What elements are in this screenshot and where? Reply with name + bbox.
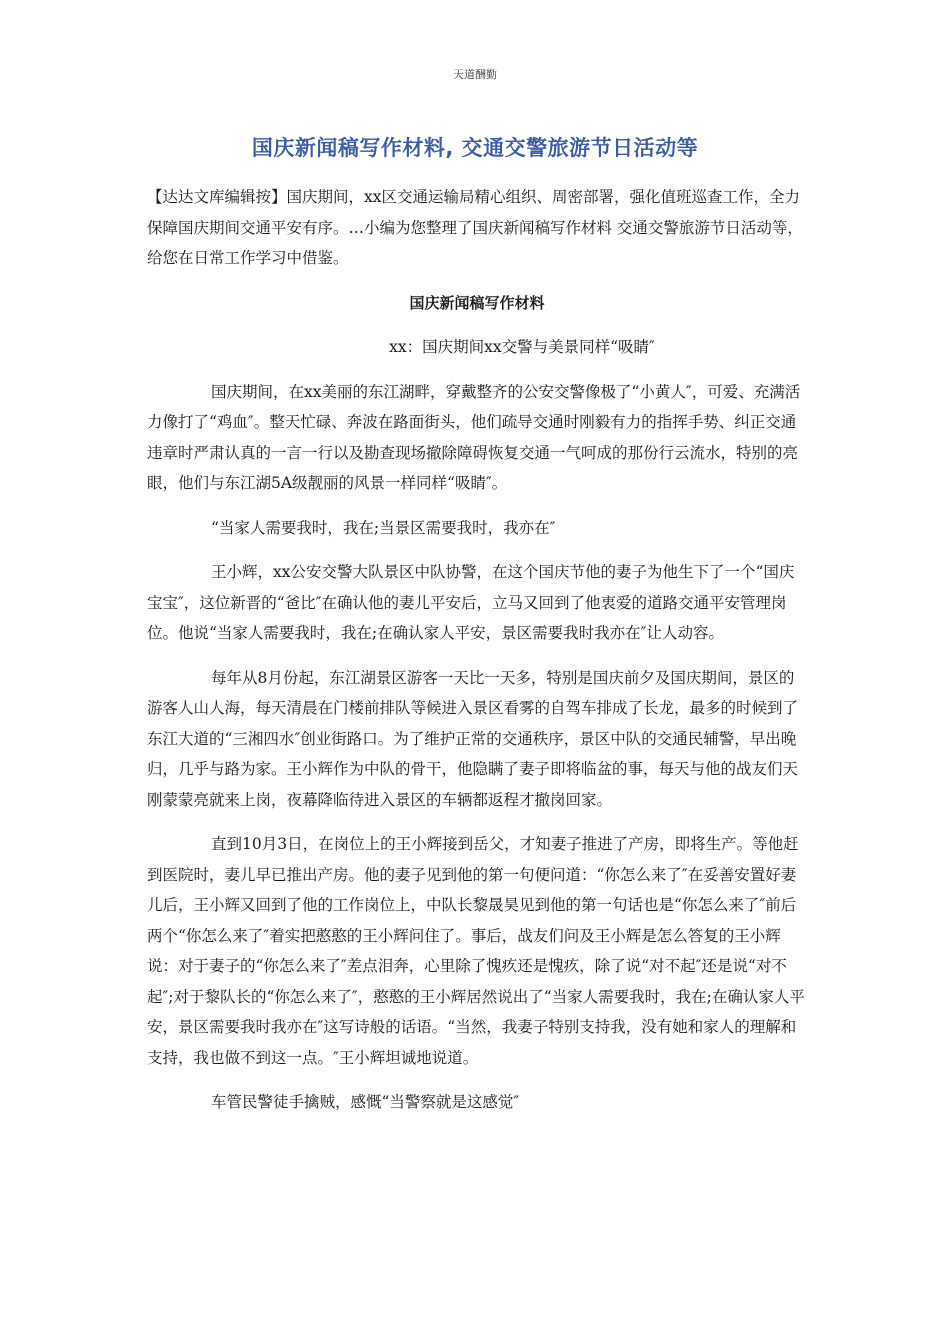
paragraph: 直到10月3日，在岗位上的王小辉接到岳父，才知妻子推进了产房，即将生产。等他赶到医院时，妻儿早已推出产房。他的妻子见到他的第一句便问道：“你怎么来了″在妥善安置好妻儿后，王小辉又回到了他的工作岗位上，中队长黎晟昊见到他的第一句话也是“你怎么来了″前后两个“你怎么来了″着实把憨憨的王小辉问住了。事后，战友们问及王小辉是怎么答复的王小辉说：对于妻子的“你怎么来了″差点泪奔，心里除了愧疚还是愧疚，除了说“对不起″还是说“对不起″;对于黎队长的“你怎么来了″，憨憨的王小辉居然说出了“当家人需要我时，我在;在确认家人平安，景区需要我时我亦在″这写诗般的话语。“当然，我妻子特别支持我，没有她和家人的理解和支持，我也做不到这一点。″王小辉坦诚地说道。	[147, 835, 805, 1067]
document-body	[147, 182, 807, 1132]
section-heading: 国庆新闻稿写作材料	[409, 293, 545, 312]
paragraph-quote-heading: “当家人需要我时，我在;当景区需要我时，我亦在″	[211, 518, 556, 537]
document-title: 国庆新闻稿写作材料, 交通交警旅游节日活动等	[251, 136, 699, 160]
editor-intro: 【达达文库编辑按】国庆期间，xx区交通运输局精心组织、周密部署，强化值班巡查工作，全力保障国庆期间交通平安有序。…小编为您整理了国庆新闻稿写作材料 交通交警旅游节日活动等，给您在日常工作学习中借鉴。	[147, 188, 803, 267]
paragraph-subheading: 车管民警徒手擒贼，感慨“当警察就是这感觉″	[211, 1093, 520, 1111]
paragraph: 国庆期间，在xx美丽的东江湖畔，穿戴整齐的公安交警像极了“小黄人″，可爱、充满活力像打了“鸡血″。整天忙碌、奔波在路面街头，他们疏导交通时刚毅有力的指挥手势、纠正交通违章时严肃认真的一言一行以及勘查现场撤除障碍恢复交通一气呵成的那份行云流水，特别的亮眼，他们与东江湖5A级靓丽的风景一样同样“吸睛″。	[147, 382, 801, 492]
page-header: 天道酬勤	[453, 68, 497, 81]
paragraph: 每年从8月份起，东江湖景区游客一天比一天多，特别是国庆前夕及国庆期间，景区的游客人山人海，每天清晨在门楼前排队等候进入景区看雾的自驾车排成了长龙，最多的时候到了东江大道的“三湘四水″创业街路口。为了维护正常的交通秩序，景区中队的交通民辅警，早出晚归，几乎与路为家。王小辉作为中队的骨干，他隐瞒了妻子即将临盆的事，每天与他的战友们天刚蒙蒙亮就来上岗，夜幕降临待进入景区的车辆都返程才撤岗回家。	[147, 668, 799, 809]
article-title: xx：国庆期间xx交警与美景同样“吸睛″	[389, 338, 655, 356]
paragraph: 王小辉，xx公安交警大队景区中队协警，在这个国庆节他的妻子为他生下了一个“国庆宝宝″，这位新晋的“爸比″在确认他的妻儿平安后，立马又回到了他衷爱的道路交通平安管理岗位。他说“当家人需要我时，我在;在确认家人平安，景区需要我时我亦在″让人动容。	[147, 563, 795, 642]
